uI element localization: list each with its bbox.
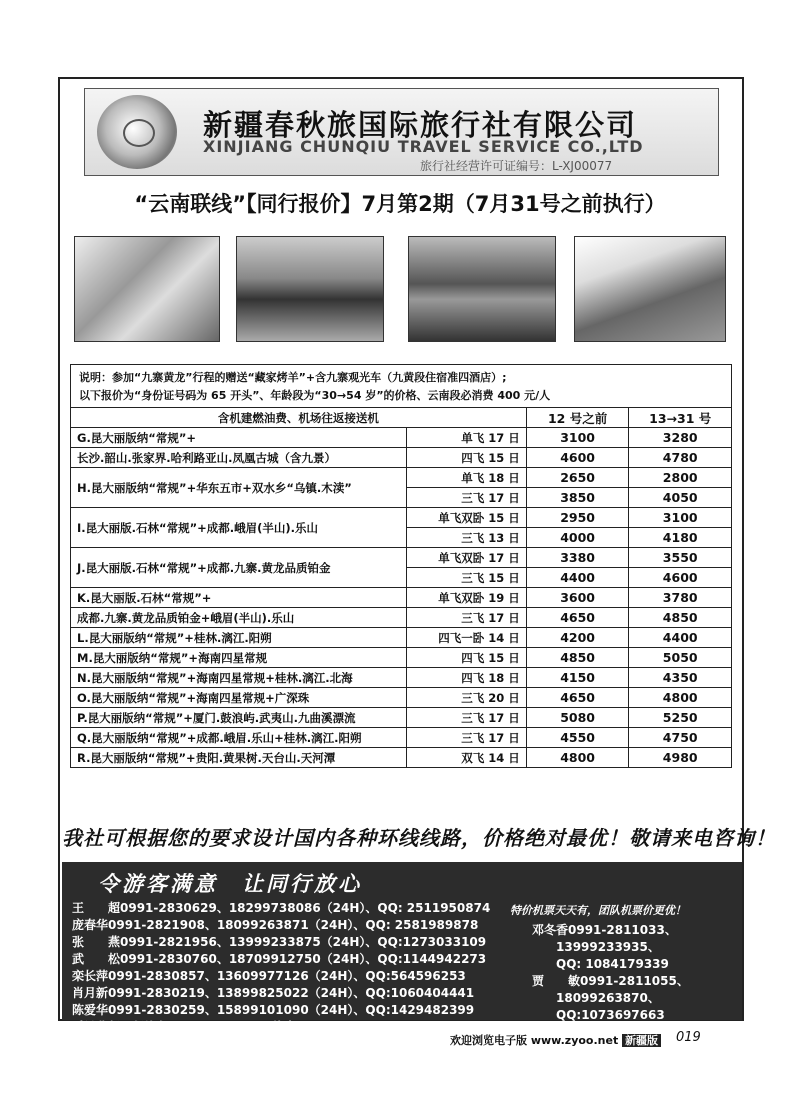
- route-cell: 长沙.韶山.张家界.哈利路亚山.凤凰古城（含九景）: [71, 448, 407, 468]
- table-row: [71, 628, 732, 648]
- table-row: [71, 508, 732, 528]
- price-cell: 3100: [526, 428, 629, 448]
- route-cell: I.昆大丽版.石林“常规”+成都.峨眉(半山).乐山: [71, 508, 407, 548]
- company-name-cn: 新疆春秋旅国际旅行社有限公司: [203, 108, 638, 142]
- table-row: [71, 468, 732, 488]
- table-row: [71, 688, 732, 708]
- route-cell: R.昆大丽版纳“常规”+贵阳.黄果树.天台山.天河潭: [71, 748, 407, 768]
- price-table: [70, 407, 732, 768]
- price-notes: [70, 364, 732, 408]
- price-cell: 4850: [526, 648, 629, 668]
- edition-badge: 新疆版: [622, 1034, 661, 1047]
- page-number: 019: [676, 1030, 701, 1045]
- price-cell: 2650: [526, 468, 629, 488]
- table-row: [71, 648, 732, 668]
- price-cell: 4180: [629, 528, 732, 548]
- price-cell: 4600: [629, 568, 732, 588]
- price-cell: 4000: [526, 528, 629, 548]
- note-line-1: 说明：参加“九寨黄龙”行程的赠送“藏家烤羊”+含九寨观光车（九黄段住宿准四酒店）;: [79, 371, 507, 384]
- table-row: [71, 748, 732, 768]
- price-cell: 5080: [526, 708, 629, 728]
- price-cell: 2800: [629, 468, 732, 488]
- route-cell: G.昆大丽版纳“常规”+: [71, 428, 407, 448]
- price-cell: 4800: [629, 688, 732, 708]
- flight-cell: 双飞 14 日: [407, 748, 527, 768]
- price-cell: 4800: [526, 748, 629, 768]
- price-cell: 4050: [629, 488, 732, 508]
- price-cell: 4780: [629, 448, 732, 468]
- contact-line: 栾长萍0991-2830857、13609977126（24H）、QQ:564596253: [72, 969, 466, 983]
- contact-line: 肖月新0991-2830219、13899825022（24H）、QQ:1060404441: [72, 986, 475, 1000]
- footer-text: 欢迎浏览电子版 www.zyoo.net: [450, 1034, 619, 1047]
- flight-cell: 三飞 17 日: [407, 728, 527, 748]
- table-header-row: [71, 408, 732, 428]
- route-cell: P.昆大丽版纳“常规”+厦门.鼓浪屿.武夷山.九曲溪漂流: [71, 708, 407, 728]
- photo-garden-pavilion: [408, 236, 556, 342]
- price-cell: 4350: [629, 668, 732, 688]
- flight-cell: 单飞双卧 19 日: [407, 588, 527, 608]
- contact-line: QQ:1073697663: [556, 1008, 665, 1022]
- contact-line: 贾 敏0991-2811055、: [532, 974, 689, 988]
- price-cell: 4150: [526, 668, 629, 688]
- contact-line: 13999233935、: [556, 940, 660, 954]
- price-cell: 4850: [629, 608, 732, 628]
- design-slogan: 我社可根据您的要求设计国内各种环线线路，价格绝对最优！敬请来电咨询！: [62, 826, 776, 850]
- price-cell: 3550: [629, 548, 732, 568]
- price-cell: 4750: [629, 728, 732, 748]
- price-cell: 5050: [629, 648, 732, 668]
- table-row: [71, 548, 732, 568]
- contact-panel: [62, 862, 742, 1034]
- price-cell: 3280: [629, 428, 732, 448]
- flight-cell: 单飞双卧 17 日: [407, 548, 527, 568]
- price-cell: 3600: [526, 588, 629, 608]
- contact-line: 邓冬香0991-2811033、: [532, 923, 677, 937]
- flight-cell: 单飞双卧 15 日: [407, 508, 527, 528]
- header-col1: 12 号之前: [526, 408, 629, 428]
- page-headline: “云南联线”【同行报价】7月第2期（7月31号之前执行）: [134, 192, 666, 216]
- contact-list-right: [532, 922, 689, 1024]
- price-cell: 4400: [526, 568, 629, 588]
- price-cell: 4980: [629, 748, 732, 768]
- company-logo: [97, 95, 177, 169]
- table-row: [71, 668, 732, 688]
- route-cell: 成都.九寨.黄龙品质铂金+峨眉(半山).乐山: [71, 608, 407, 628]
- footer: [450, 1032, 661, 1048]
- price-cell: 3850: [526, 488, 629, 508]
- contact-line: QQ: 1084179339: [556, 957, 669, 971]
- flight-cell: 三飞 13 日: [407, 528, 527, 548]
- flight-cell: 四飞一卧 14 日: [407, 628, 527, 648]
- flight-cell: 四飞 18 日: [407, 668, 527, 688]
- table-row: [71, 448, 732, 468]
- flight-cell: 三飞 17 日: [407, 488, 527, 508]
- license-number: 旅行社经营许可证编号：L-XJ00077: [420, 159, 613, 173]
- header-route: 含机建燃油费、机场往返接送机: [71, 408, 527, 428]
- price-cell: 4550: [526, 728, 629, 748]
- route-cell: Q.昆大丽版纳“常规”+成都.峨眉.乐山+桂林.漓江.阳朔: [71, 728, 407, 748]
- flight-cell: 四飞 15 日: [407, 448, 527, 468]
- flight-cell: 三飞 17 日: [407, 708, 527, 728]
- price-cell: 3380: [526, 548, 629, 568]
- price-cell: 4600: [526, 448, 629, 468]
- table-row: [71, 608, 732, 628]
- contact-line: 庞春华0991-2821908、18099263871（24H）、QQ: 2581989878: [72, 918, 479, 932]
- price-cell: 4650: [526, 608, 629, 628]
- price-cell: 4200: [526, 628, 629, 648]
- route-cell: H.昆大丽版纳“常规”+华东五市+双水乡“乌镇.木渎”: [71, 468, 407, 508]
- contact-line: 张 燕0991-2821956、13999233875（24H）、QQ:1273033109: [72, 935, 487, 949]
- price-cell: 3780: [629, 588, 732, 608]
- flight-cell: 单飞 17 日: [407, 428, 527, 448]
- table-row: [71, 588, 732, 608]
- flight-cell: 四飞 15 日: [407, 648, 527, 668]
- contact-line: 武 松0991-2830760、18709912750（24H）、QQ:1144942273: [72, 952, 487, 966]
- flight-cell: 三飞 15 日: [407, 568, 527, 588]
- photo-blossom-tree: [74, 236, 220, 342]
- ticket-promo: 特价机票天天有，团队机票价更优！: [510, 904, 686, 917]
- price-cell: 3100: [629, 508, 732, 528]
- price-cell: 4400: [629, 628, 732, 648]
- company-header: [84, 88, 719, 176]
- contact-line: 陈爱华0991-2830259、15899101090（24H）、QQ:1429482399: [72, 1003, 475, 1017]
- contact-list: [72, 900, 490, 1036]
- photo-old-town: [236, 236, 384, 342]
- header-col2: 13→31 号: [629, 408, 732, 428]
- price-cell: 2950: [526, 508, 629, 528]
- route-cell: J.昆大丽版.石林“常规”+成都.九寨.黄龙品质铂金: [71, 548, 407, 588]
- flight-cell: 三飞 20 日: [407, 688, 527, 708]
- table-row: [71, 428, 732, 448]
- contact-line: 质量监督：程绪龙13999869335，传真:0991-2810234、2830933: [72, 1020, 468, 1034]
- route-cell: M.昆大丽版纳“常规”+海南四星常规: [71, 648, 407, 668]
- flight-cell: 单飞 18 日: [407, 468, 527, 488]
- route-cell: O.昆大丽版纳“常规”+海南四星常规+广深珠: [71, 688, 407, 708]
- contact-line: 王 超0991-2830629、18299738086（24H）、QQ: 2511950874: [72, 901, 491, 915]
- price-cell: 5250: [629, 708, 732, 728]
- table-row: [71, 728, 732, 748]
- price-cell: 4650: [526, 688, 629, 708]
- route-cell: N.昆大丽版纳“常规”+海南四星常规+桂林.漓江.北海: [71, 668, 407, 688]
- note-line-2: 以下报价为“身份证号码为 65 开头”、年龄段为“30→54 岁”的价格、云南段必消费 400 元/人: [79, 389, 551, 402]
- photo-mountain-peak: [574, 236, 726, 342]
- company-name-en: XINJIANG CHUNQIU TRAVEL SERVICE CO.,LTD: [203, 137, 644, 156]
- route-cell: L.昆大丽版纳“常规”+桂林.漓江.阳朔: [71, 628, 407, 648]
- flight-cell: 三飞 17 日: [407, 608, 527, 628]
- table-row: [71, 708, 732, 728]
- contact-line: 18099263870、: [556, 991, 660, 1005]
- route-cell: K.昆大丽版.石林“常规”+: [71, 588, 407, 608]
- motto: 令游客满意 让同行放心: [98, 872, 362, 896]
